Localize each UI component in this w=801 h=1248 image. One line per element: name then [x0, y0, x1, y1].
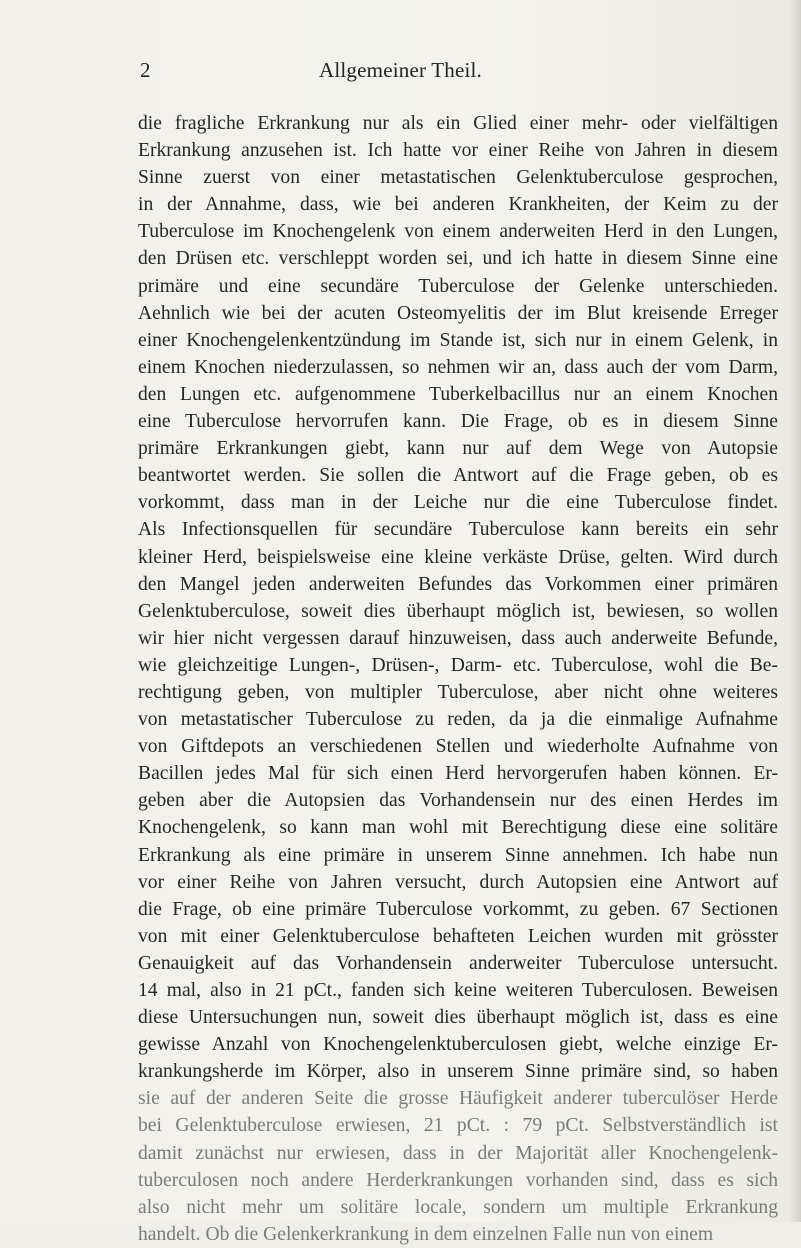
- text-line: wir hier nicht vergessen darauf hinzuweisen, dass auch anderweite Befunde,: [138, 627, 778, 649]
- text-line: die Frage, ob eine primäre Tuberculose vorkommt, zu geben. 67 Sectionen: [138, 898, 778, 920]
- text-line: wie gleichzeitige Lungen-, Drüsen-, Darm- etc. Tuberculose, wohl die Be-: [138, 654, 778, 676]
- text-line: Aehnlich wie bei der acuten Osteomyelitis der im Blut kreisende Erreger: [138, 302, 778, 324]
- page-edge-shadow: [789, 0, 801, 1222]
- text-line: von mit einer Gelenktuberculose behafteten Leichen wurden mit grösster: [138, 925, 778, 947]
- text-line: handelt. Ob die Gelenkerkrankung in dem einzelnen Falle nun von einem: [138, 1223, 714, 1245]
- text-line: beantwortet werden. Sie sollen die Antwort auf die Frage geben, ob es: [138, 465, 778, 487]
- text-line: 14 mal, also in 21 pCt., fanden sich keine weiteren Tuberculosen. Beweisen: [138, 980, 778, 1001]
- text-line: einem Knochen niederzulassen, so nehmen wir an, dass auch der vom Darm,: [138, 356, 778, 378]
- text-line: von Giftdepots an verschiedenen Stellen und wiederholte Aufnahme von: [138, 736, 778, 758]
- text-line: vorkommt, dass man in der Leiche nur die eine Tuberculose findet.: [138, 492, 778, 514]
- text-line: vor einer Reihe von Jahren versucht, durch Autopsien eine Antwort auf: [138, 871, 778, 893]
- text-line: also nicht mehr um solitäre locale, sondern um multiple Erkrankung: [138, 1196, 778, 1218]
- text-line: krankungsherde im Körper, also in unserem Sinne primäre sind, so haben: [138, 1061, 778, 1083]
- page-header: [0, 58, 801, 88]
- text-line: Genauigkeit auf das Vorhandensein anderweiter Tuberculose untersucht.: [138, 952, 778, 974]
- text-line: eine Tuberculose hervorrufen kann. Die Frage, ob es in diesem Sinne: [138, 411, 778, 433]
- text-line: bei Gelenktuberculose erwiesen, 21 pCt. : 79 pCt. Selbstverständlich ist: [138, 1115, 778, 1137]
- text-line: Gelenktuberculose, soweit dies überhaupt möglich ist, bewiesen, so wollen: [138, 600, 778, 622]
- text-line: tuberculosen noch andere Herderkrankungen vorhanden sind, dass es sich: [138, 1169, 778, 1191]
- text-line: damit zunächst nur erwiesen, dass in der Majorität aller Knochengelenk-: [138, 1142, 778, 1164]
- text-line: primäre und eine secundäre Tuberculose der Gelenke unterschieden.: [138, 275, 778, 297]
- text-line: gewisse Anzahl von Knochengelenktuberculosen giebt, welche einzige Er-: [138, 1034, 778, 1056]
- text-line: Erkrankung als eine primäre in unserem Sinne annehmen. Ich habe nun: [138, 844, 778, 866]
- text-line: einer Knochengelenkentzündung im Stande ist, sich nur in einem Gelenk, in: [138, 329, 778, 351]
- text-line: Knochengelenk, so kann man wohl mit Berechtigung diese eine solitäre: [138, 817, 778, 839]
- text-line: den Drüsen etc. verschleppt worden sei, und ich hatte in diesem Sinne eine: [138, 248, 778, 270]
- text-line: in der Annahme, dass, wie bei anderen Krankheiten, der Keim zu der: [138, 194, 778, 216]
- text-line: den Lungen etc. aufgenommene Tuberkelbacillus nur an einem Knochen: [138, 383, 778, 405]
- text-line: Als Infectionsquellen für secundäre Tuberculose kann bereits ein sehr: [138, 519, 778, 541]
- page-number: 2: [140, 58, 151, 82]
- text-line: kleiner Herd, beispielsweise eine kleine verkäste Drüse, gelten. Wird durch: [138, 546, 778, 568]
- text-line: Erkrankung anzusehen ist. Ich hatte vor einer Reihe von Jahren in diesem: [138, 140, 778, 162]
- running-title: Allgemeiner Theil.: [319, 58, 482, 82]
- text-line: rechtigung geben, von multipler Tuberculose, aber nicht ohne weiteres: [138, 681, 778, 703]
- text-line: primäre Erkrankungen giebt, kann nur auf dem Wege von Autopsie: [138, 438, 778, 460]
- body-text: [138, 110, 778, 1248]
- text-line: sie auf der anderen Seite die grosse Häufigkeit anderer tuberculöser Herde: [138, 1088, 778, 1110]
- text-line: den Mangel jeden anderweiten Befundes das Vorkommen einer primären: [138, 573, 778, 595]
- text-line: geben aber die Autopsien das Vorhandensein nur des einen Herdes im: [138, 790, 778, 812]
- text-line: Bacillen jedes Mal für sich einen Herd hervorgerufen haben können. Er-: [138, 763, 778, 785]
- text-line: diese Untersuchungen nun, soweit dies überhaupt möglich ist, dass es eine: [138, 1007, 778, 1029]
- text-line: die fragliche Erkrankung nur als ein Glied einer mehr- oder vielfältigen: [138, 113, 778, 134]
- text-line: Tuberculose im Knochengelenk von einem anderweiten Herd in den Lungen,: [138, 221, 778, 243]
- text-line: von metastatischer Tuberculose zu reden, da ja die einmalige Aufnahme: [138, 709, 778, 731]
- text-line: Sinne zuerst von einer metastatischen Gelenktuberculose gesprochen,: [138, 167, 778, 189]
